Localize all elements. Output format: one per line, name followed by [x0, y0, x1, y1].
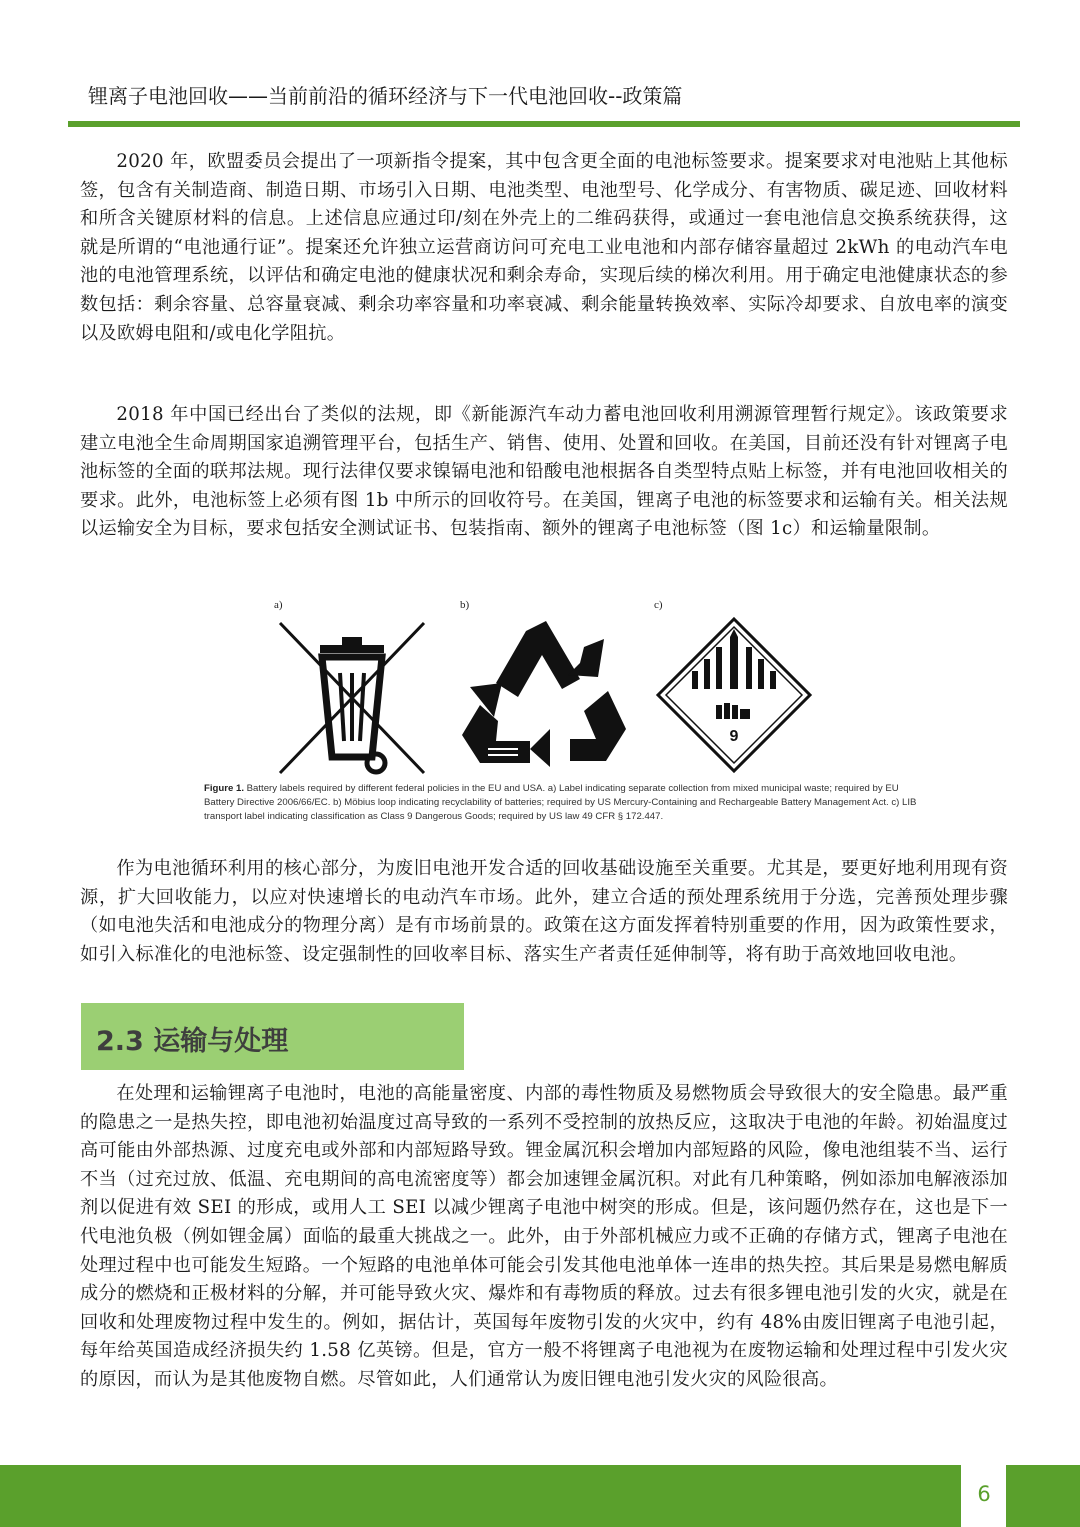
figure-label-b: b)	[460, 599, 470, 611]
figure-label-c: c)	[654, 599, 663, 611]
recycle-mobius-loop-icon	[458, 617, 628, 767]
figure-caption-text: Battery labels required by different federal policies in the EU and USA. a) Label indicating separate collection from mixed municipal waste; required by EU Battery Directive 2006/66/EC. b) Möbius loop indicating recyclability of batteries; required by US Mercury-Containing and Rechargeable Battery Management Act. c) LIB transport label indicating classification as Class 9 Dangerous Goods; required by US law 49 CFR § 172.447.	[204, 783, 917, 822]
hazard-class-number: 9	[729, 728, 739, 745]
footer-bar-right	[1006, 1465, 1080, 1527]
figure-label-a: a)	[274, 599, 283, 611]
footer-bar	[0, 1465, 961, 1527]
page-header-title: 锂离子电池回收——当前前沿的循环经济与下一代电池回收--政策篇	[88, 84, 683, 108]
section-heading-title: 2.3 运输与处理	[96, 1026, 289, 1057]
figure-caption-prefix: Figure 1.	[204, 783, 244, 794]
class-9-hazard-diamond-icon	[654, 615, 814, 775]
header-divider	[68, 121, 1020, 127]
page-number: 6	[977, 1482, 991, 1506]
paragraph-recycling-infrastructure: 作为电池循环利用的核心部分，为废旧电池开发合适的回收基础设施至关重要。尤其是，要更好地利用现有资源，扩大回收能力，以应对快速增长的电动汽车市场。此外，建立合适的预处理系统用于分选，完善预处理步骤（如电池失活和电池成分的物理分离）是有市场前景的。政策在这方面发挥着特别重要的作用，因为政策性要求，如引入标准化的电池标签、设定强制性的回收率目标、落实生产者责任延伸制等，将有助于高效地回收电池。	[80, 858, 1008, 965]
crossed-out-bin-icon	[276, 617, 428, 777]
figure-caption	[204, 782, 924, 824]
paragraph-china-us-regulation: 2018 年中国已经出台了类似的法规，即《新能源汽车动力蓄电池回收利用溯源管理暂行规定》。该政策要求建立电池全生命周期国家追溯管理平台，包括生产、销售、使用、处置和回收。在美国，目前还没有针对锂离子电池标签的全面的联邦法规。现行法律仅要求镍镉电池和铅酸电池根据各自类型特点贴上标签，并有电池回收相关的要求。此外，电池标签上必须有图 1b 中所示的回收符号。在美国，锂离子电池的标签要求和运输有关。相关法规以运输安全为目标，要求包括安全测试证书、包装指南、额外的锂离子电池标签（图 1c）和运输量限制。	[80, 404, 1008, 540]
paragraph-transport-handling: 在处理和运输锂离子电池时，电池的高能量密度、内部的毒性物质及易燃物质会导致很大的安全隐患。最严重的隐患之一是热失控，即电池初始温度过高导致的一系列不受控制的放热反应，这取决于电池的年龄。初始温度过高可能由外部热源、过度充电或外部和内部短路导致。锂金属沉积会增加内部短路的风险，像电池组装不当、运行不当（过充过放、低温、充电期间的高电流密度等）都会加速锂金属沉积。对此有几种策略，例如添加电解液添加剂以促进有效 SEI 的形成，或用人工 SEI 以减少锂离子电池中树突的形成。但是，该问题仍然存在，这也是下一代电池负极（例如锂金属）面临的最重大挑战之一。此外，由于外部机械应力或不正确的存储方式，锂离子电池在处理过程中也可能发生短路。一个短路的电池单体可能会引发其他电池单体一连串的热失控。其后果是易燃电解质成分的燃烧和正极材料的分解，并可能导致火灾、爆炸和有毒物质的释放。过去有很多锂电池引发的火灾，就是在回收和处理废物过程中发生的。例如，据估计，英国每年废物引发的火灾中，约有 48%由废旧锂离子电池引起，每年给英国造成经济损失约 1.58 亿英镑。但是，官方一般不将锂离子电池视为在废物运输和处理过程中引发火灾的原因，而认为是其他废物自燃。尽管如此，人们通常认为废旧锂电池引发火灾的风险很高。	[80, 1083, 1008, 1390]
paragraph-eu-battery-label: 2020 年，欧盟委员会提出了一项新指令提案，其中包含更全面的电池标签要求。提案要求对电池贴上其他标签，包含有关制造商、制造日期、市场引入日期、电池类型、电池型号、化学成分、有害物质、碳足迹、回收材料和所含关键原材料的信息。上述信息应通过印/刻在外壳上的二维码获得，或通过一套电池信息交换系统获得，这就是所谓的“电池通行证”。提案还允许独立运营商访问可充电工业电池和内部存储容量超过 2kWh 的电动汽车电池的电池管理系统，以评估和确定电池的健康状况和剩余寿命，实现后续的梯次利用。用于确定电池健康状态的参数包括：剩余容量、总容量衰减、剩余功率容量和功率衰减、剩余能量转换效率、实际冷却要求、自放电率的演变以及欧姆电阻和/或电化学阻抗。	[80, 151, 1008, 344]
